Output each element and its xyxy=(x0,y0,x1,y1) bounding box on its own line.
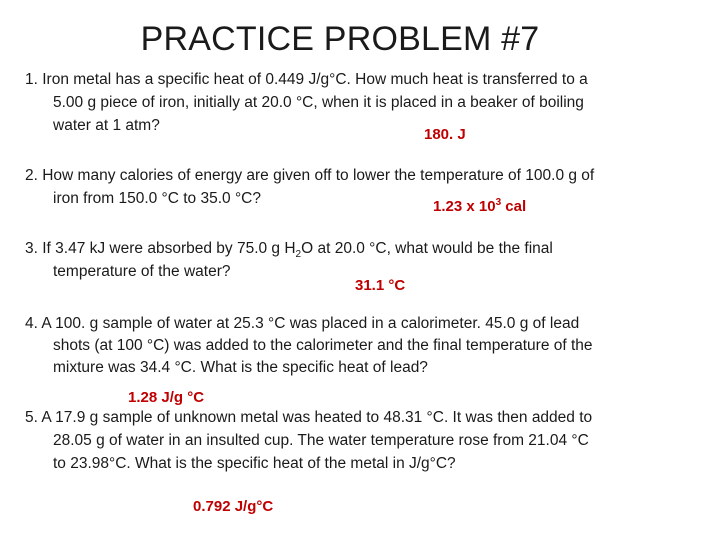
problem-2-line-2: iron from 150.0 °C to 35.0 °C? xyxy=(53,190,261,207)
problem-3-answer: 31.1 °C xyxy=(355,277,406,294)
page-title: PRACTICE PROBLEM #7 xyxy=(140,20,540,58)
problem-1-answer: 180. J xyxy=(424,126,466,143)
problem-4-line-2: shots (at 100 °C) was added to the calorimeter and the final temperature of the xyxy=(53,337,593,354)
problem-2-answer: 1.23 x $10^3$ cal xyxy=(433,197,527,215)
problem-1-line-1: 1. Iron metal has a specific heat of 0.449 J/g°C. How much heat is transferred to a xyxy=(25,71,588,88)
problem-2-line-1: 2. How many calories of energy are given off to lower the temperature of 100.0 g of xyxy=(25,167,595,184)
problem-5-line-2: 28.05 g of water in an insulted cup. The water temperature rose from 21.04 °C xyxy=(53,432,589,449)
problem-4-answer: 1.28 J/g °C xyxy=(128,389,205,406)
problem-5-line-3: to 23.98°C. What is the specific heat of the metal in J/g°C? xyxy=(53,455,456,472)
problem-5-answer: 0.792 J/g°C xyxy=(193,498,274,515)
problem-1-line-2: 5.00 g piece of iron, initially at 20.0 °C, when it is placed in a beaker of boiling xyxy=(53,94,584,111)
problem-3-line-2: temperature of the water? xyxy=(53,263,231,280)
problem-3-line-1: 3. If 3.47 kJ were absorbed by 75.0 g $H_2O$ at 20.0 °C, what would be the final xyxy=(25,240,553,261)
problem-4-line-3: mixture was 34.4 °C. What is the specific heat of lead? xyxy=(53,359,428,376)
problem-1-line-3: water at 1 atm? xyxy=(53,117,160,134)
problem-4-line-1: 4. A 100. g sample of water at 25.3 °C was placed in a calorimeter. 45.0 g of lead xyxy=(25,315,580,332)
problem-5-line-1: 5. A 17.9 g sample of unknown metal was heated to 48.31 °C. It was then added to xyxy=(25,409,593,426)
